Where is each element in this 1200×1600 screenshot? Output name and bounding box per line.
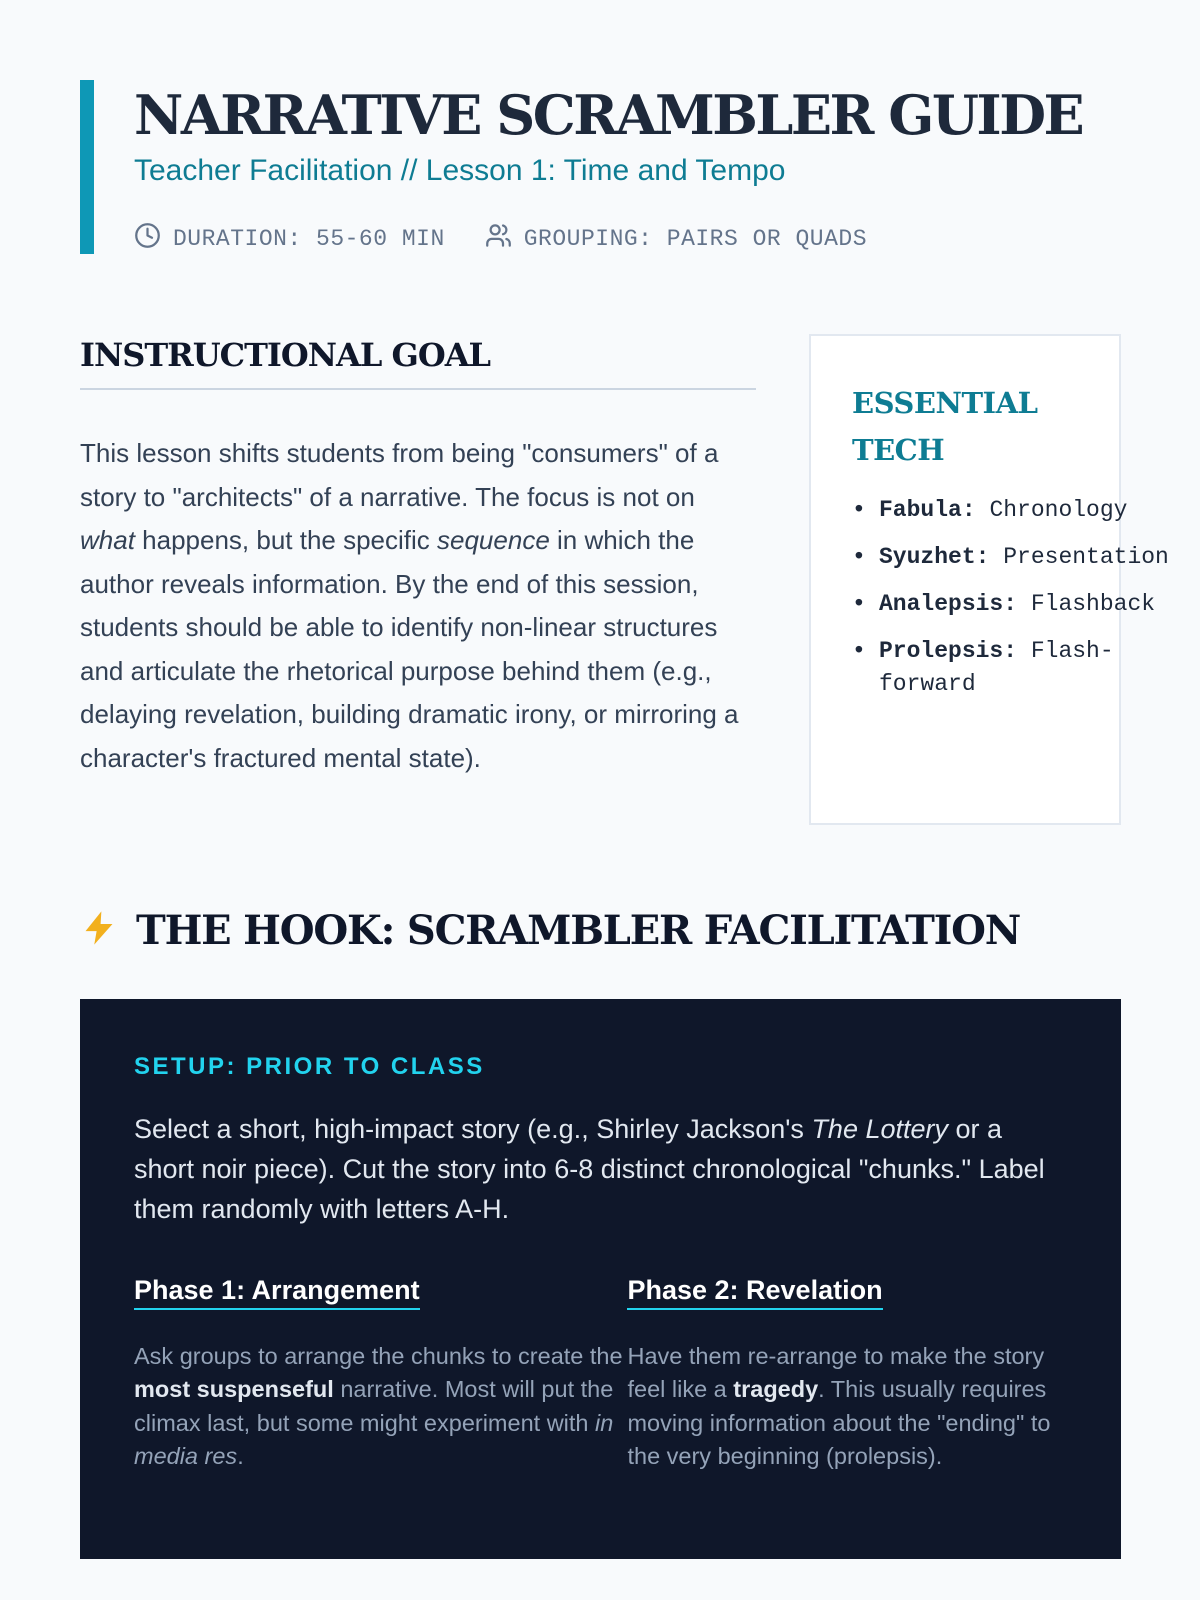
setup-label: SETUP: PRIOR TO CLASS — [134, 1053, 485, 1080]
goal-paragraph: This lesson shifts students from being "consumers" of a story to "architects" of a narrative. The focus is not on what happens, but the specific sequence in which the author reveals information. By the end of this session, students should be able to identify non-linear structures and articulate the rhetorical purpose behind them (e.g., delaying revelation, building dramatic irony, or mirroring a character's fractured mental state). — [80, 438, 739, 773]
tech-item: • Analepsis: Flashback — [852, 588, 1182, 621]
users-icon — [485, 222, 512, 256]
page-title: NARRATIVE SCRAMBLER GUIDE — [134, 83, 1083, 147]
tech-item: • Fabula: Chronology — [852, 494, 1182, 527]
phases-row — [134, 1275, 1067, 1473]
essential-tech-card — [809, 334, 1169, 825]
lesson-meta — [134, 222, 1082, 256]
tech-heading: ESSENTIAL TECH — [852, 386, 1038, 467]
clock-icon — [134, 222, 161, 256]
tech-item: • Prolepsis: Flash-forward — [852, 635, 1137, 701]
phase-1 — [134, 1275, 627, 1473]
lightning-bolt-icon — [80, 909, 118, 952]
phase-1-text: Ask groups to arrange the chunks to create the most suspenseful narrative. Most will put the climax last, but some might experiment with in media res. — [134, 1343, 623, 1469]
setup-paragraph: Select a short, high-impact story (e.g., Shirley Jackson's The Lottery or a short noir piece). Cut the story into 6-8 distinct chronological "chunks." Label them randomly with letters A-H. — [134, 1114, 1045, 1224]
phase-1-title: Phase 1: Arrangement — [134, 1275, 420, 1310]
page-header — [80, 80, 1082, 254]
hook-heading: THE HOOK: SCRAMBLER FACILITATION — [136, 907, 1021, 954]
phase-2-title: Phase 2: Revelation — [627, 1275, 882, 1310]
tech-item: • Syuzhet: Presentation — [852, 541, 1182, 574]
tech-list — [852, 494, 1182, 701]
page-subtitle: Teacher Facilitation // Lesson 1: Time and Tempo — [134, 154, 786, 187]
phase-2 — [627, 1275, 1067, 1473]
instructional-goal-section — [80, 336, 756, 780]
goal-heading: INSTRUCTIONAL GOAL — [80, 336, 756, 390]
duration-text: DURATION: 55-60 MIN — [173, 226, 445, 252]
hook-heading-row — [80, 907, 1020, 954]
duration-meta — [134, 222, 445, 256]
phase-2-text: Have them re-arrange to make the story feel like a tragedy. This usually requires moving information about the "ending" to the very beginning (prolepsis). — [627, 1343, 1051, 1469]
scrambler-facilitation-panel — [80, 999, 1121, 1559]
grouping-text: GROUPING: PAIRS OR QUADS — [523, 226, 868, 252]
grouping-meta — [485, 222, 867, 256]
